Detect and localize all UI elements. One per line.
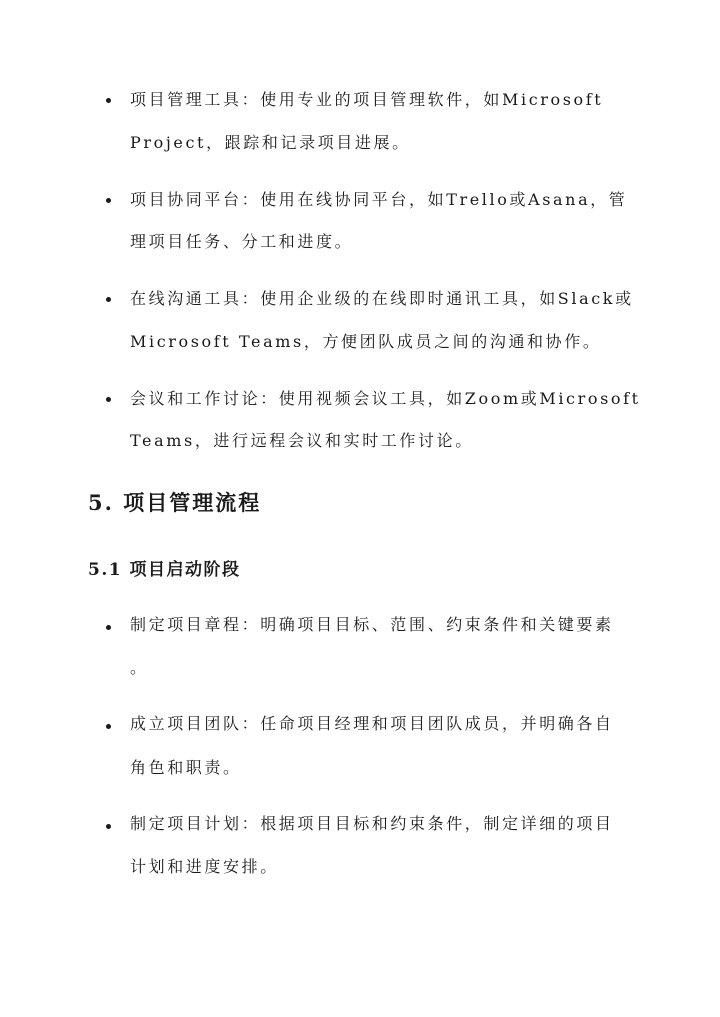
bullet-icon [106, 198, 111, 203]
subsection-heading: 5.1 项目启动阶段 [88, 560, 241, 580]
list-item-line: 。 [130, 658, 149, 677]
list-item-line: Microsoft Teams，方便团队成员之间的沟通和协作。 [130, 332, 602, 351]
bullet-icon [106, 824, 111, 829]
bullet-icon [106, 625, 111, 630]
list-item-line: 项目管理工具：使用专业的项目管理软件，如Microsoft [130, 90, 604, 109]
list-item-line: 项目协同平台：使用在线协同平台，如Trello或Asana，管 [130, 190, 628, 209]
list-item-line: 理项目任务、分工和进度。 [130, 232, 354, 251]
list-item-line: 成立项目团队：任命项目经理和项目团队成员，并明确各自 [130, 714, 614, 733]
list-item-line: 角色和职责。 [130, 758, 242, 777]
list-item-line: 计划和进度安排。 [130, 857, 279, 876]
list-item-line: Project，跟踪和记录项目进展。 [130, 133, 411, 152]
list-item-line: 会议和工作讨论：使用视频会议工具，如Zoom或Microsoft [130, 389, 641, 408]
list-item-line: 制定项目章程：明确项目目标、范围、约束条件和关键要素 [130, 615, 614, 634]
bullet-icon [106, 297, 111, 302]
bullet-icon [106, 98, 111, 103]
bullet-icon [106, 397, 111, 402]
list-item-line: 在线沟通工具：使用企业级的在线即时通讯工具，如Slack或 [130, 289, 634, 308]
bullet-icon [106, 724, 111, 729]
list-item-line: 制定项目计划：根据项目目标和约束条件，制定详细的项目 [130, 814, 614, 833]
section-heading: 5. 项目管理流程 [88, 490, 262, 515]
list-item-line: Teams，进行远程会议和实时工作讨论。 [130, 431, 474, 450]
